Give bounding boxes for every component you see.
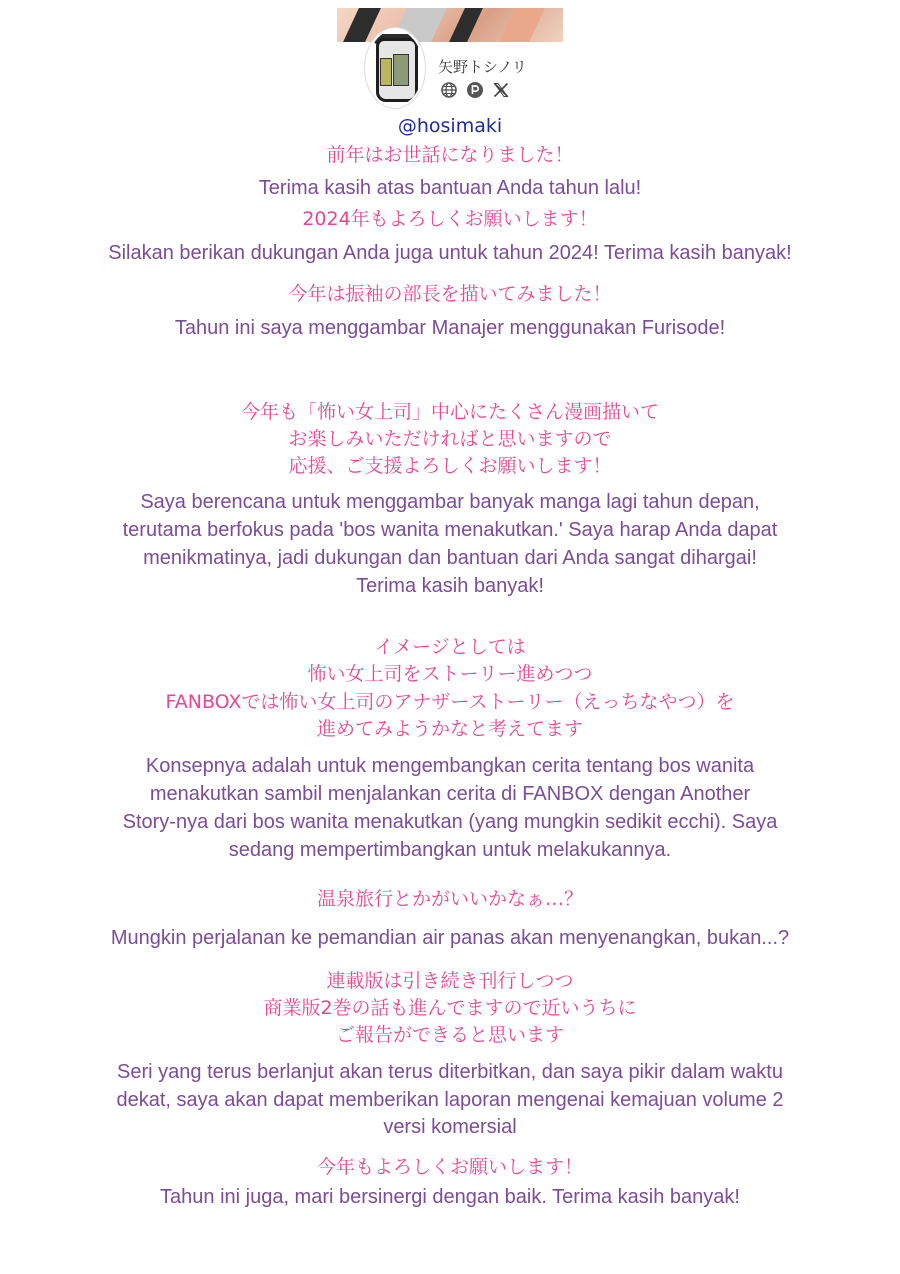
jp-line: イメージとしては [374, 636, 526, 658]
jp-line: 今年は振袖の部長を描いてみました！ [288, 283, 612, 305]
id-line: versi komersial [383, 1116, 517, 1138]
jp-line: 進めてみようかなと考えてます [316, 718, 583, 740]
profile-banner-image [337, 8, 563, 42]
id-line: Tahun ini juga, mari bersinergi dengan baik. Terima kasih banyak! [160, 1186, 740, 1208]
jp-line: ご報告ができると思います [335, 1024, 564, 1046]
jp-line: 今年もよろしくお願いします！ [316, 1156, 583, 1178]
id-line: Terima kasih atas bantuan Anda tahun lalu! [258, 177, 642, 199]
artist-profile-card [337, 8, 565, 106]
id-line: Saya berencana untuk menggambar banyak manga lagi tahun depan, [140, 491, 760, 513]
id-line: terutama berfokus pada 'bos wanita menakutkan.' Saya harap Anda dapat [122, 519, 778, 541]
id-line: menakutkan sambil menjalankan cerita di FANBOX dengan Another [149, 783, 751, 805]
id-line: Konsepnya adalah untuk mengembangkan cerita tentang bos wanita [145, 755, 755, 777]
id-line: Story-nya dari bos wanita menakutkan (yang mungkin sedikit ecchi). Saya [122, 811, 778, 833]
id-line: Tahun ini saya menggambar Manajer menggunakan Furisode! [174, 317, 726, 339]
id-line: Mungkin perjalanan ke pemandian air panas akan menyenangkan, bukan...? [110, 927, 790, 949]
x-icon[interactable] [492, 81, 510, 99]
jp-line: 前年はお世話になりました！ [326, 144, 574, 166]
credit-handle: @hosimaki [397, 115, 503, 137]
jp-line: 今年も「怖い女上司」中心にたくさん漫画描いて [240, 401, 659, 423]
jp-line: 商業版2巻の話も進んでますので近いうちに [263, 997, 637, 1019]
avatar[interactable] [365, 28, 425, 108]
globe-icon[interactable] [440, 81, 458, 99]
id-line: Silakan berikan dukungan Anda juga untuk tahun 2024! Terima kasih banyak! [108, 242, 792, 264]
pixiv-icon[interactable] [466, 81, 484, 99]
social-links [440, 80, 510, 100]
jp-line: FANBOXでは怖い女上司のアナザーストーリー（えっちなやつ）を [165, 691, 735, 713]
jp-line: 温泉旅行とかがいいかなぁ…？ [316, 888, 583, 910]
jp-line: お楽しみいただければと思いますので [288, 428, 612, 450]
artist-name[interactable]: 矢野トシノリ [438, 58, 527, 76]
jp-line: 連載版は引き続き刊行しつつ [326, 970, 574, 992]
id-line: Seri yang terus berlanjut akan terus diterbitkan, dan saya pikir dalam waktu [117, 1061, 783, 1083]
id-line: menikmatinya, jadi dukungan dan bantuan dari Anda sangat dihargai! [143, 547, 757, 569]
jp-line: 応援、ご支援よろしくお願いします！ [288, 455, 612, 477]
jp-line: 怖い女上司をストーリー進めつつ [307, 663, 593, 685]
id-line: dekat, saya akan dapat memberikan laporan mengenai kemajuan volume 2 [116, 1089, 784, 1111]
id-line: sedang mempertimbangkan untuk melakukannya. [228, 839, 672, 861]
id-line: Terima kasih banyak! [356, 575, 544, 597]
jp-line: 2024年もよろしくお願いします！ [302, 208, 598, 230]
